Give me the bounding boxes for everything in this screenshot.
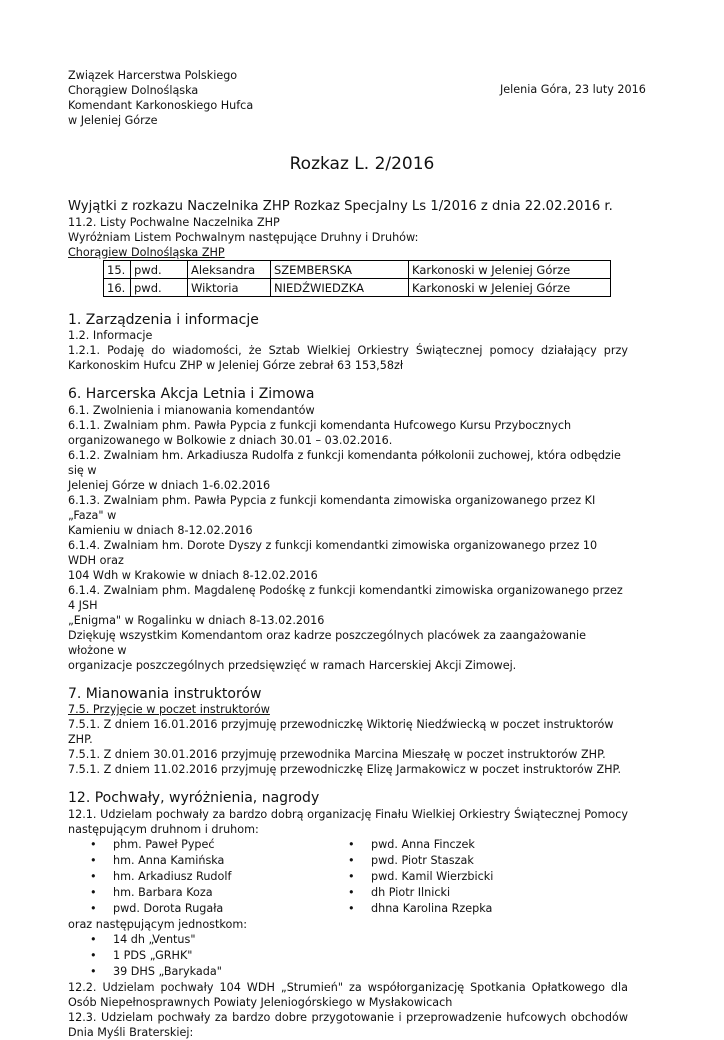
section-paragraph: 1.2.1. Podaję do wiadomości, że Sztab Wielkiej Orkiestry Świątecznej pomocy działający przy Karkonoskim Hufcu ZHP w Jeleniej Górze zebrał 63 153,58zł [68, 344, 628, 372]
section-heading: 6. Harcerska Akcja Letnia i Zimowa [68, 386, 315, 402]
paragraph-line: 6.1.3. Zwalniam phm. Pawła Pypcia z funkcji komendanta zimowiska organizowanego przez KI „Faza" w [68, 494, 596, 522]
list-item: • 14 dh „Ventus" [90, 933, 196, 946]
commended-people-list [68, 837, 628, 917]
bullet-icon: • [348, 870, 355, 883]
list-item: • pwd. Dorota Rugała [90, 902, 224, 915]
paragraph-line: 104 Wdh w Krakowie w dniach 8-12.02.2016 [68, 569, 318, 582]
bullet-icon: • [90, 933, 97, 946]
table-cell-surname: NIEDŹWIEDZKA [271, 279, 409, 297]
list-item: • dhna Karolina Rzepka [348, 902, 493, 915]
bullet-column-left [68, 837, 348, 917]
paragraph-line: 6.1.4. Zwalniam hm. Dorote Dyszy z funkcji komendantki zimowiska organizowanego przez 10 WDH oraz [68, 539, 598, 567]
bullet-icon: • [90, 854, 97, 867]
paragraph-line: 6.1.1. Zwalniam phm. Pawła Pypcia z funkcji komendanta Hufcowego Kursu Przybocznych [68, 419, 572, 432]
paragraph-line: Kamieniu w dniach 8-12.02.2016 [68, 524, 253, 537]
list-item: • dh Piotr Ilnicki [348, 886, 451, 899]
document-date: Jelenia Góra, 23 luty 2016 [500, 83, 646, 96]
paragraph-line: 6.1. Zwolnienia i mianowania komendantów [68, 404, 315, 417]
bullet-icon: • [90, 949, 97, 962]
list-item: • pwd. Piotr Staszak [348, 854, 474, 867]
section-subheading: 1.2. Informacje [68, 329, 153, 342]
bullet-column-right [348, 837, 628, 917]
paragraph-line: 7.5.1. Z dniem 11.02.2016 przyjmuję przewodniczkę Elizę Jarmakowicz w poczet instruktorów ZHP. [68, 763, 622, 776]
table-row [104, 279, 611, 297]
section-paragraph: 12.3. Udzielam pochwały za bardzo dobre przygotowanie i przeprowadzenie hufcowych obchodów Dnia Myśli Braterskiej: [68, 1011, 628, 1039]
list-item: • 1 PDS „GRHK" [90, 949, 193, 962]
bullet-icon: • [90, 886, 97, 899]
table-cell-surname: SZEMBERSKA [271, 261, 409, 279]
bullet-icon: • [90, 902, 97, 915]
list-item: • pwd. Anna Finczek [348, 838, 475, 851]
paragraph-line: 6.1.4. Zwalniam phm. Magdalenę Podośkę z funkcji komendantki zimowiska organizowanego przez 4 JSH [68, 584, 623, 612]
document-title: Rozkaz L. 2/2016 [289, 154, 435, 174]
paragraph-line: organizowanego w Bolkowie z dniach 30.01 – 03.02.2016. [68, 434, 393, 447]
paragraph-line: 6.1.2. Zwalniam hm. Arkadiusza Rudolfa z funkcji komendanta półkolonii zuchowej, która odbędzie się w [68, 449, 621, 477]
document-body [68, 198, 628, 1040]
table-cell-rank: pwd. [131, 279, 188, 297]
bullet-icon: • [348, 886, 355, 899]
section-paragraph: 12.1. Udzielam pochwały za bardzo dobrą organizację Finału Wielkiej Orkiestry Świątecznej Pomocy następującym druhnom i druhom: [68, 808, 628, 836]
paragraph-line: Jeleniej Górze w dniach 1-6.02.2016 [68, 479, 271, 492]
section-heading: 7. Mianowania instruktorów [68, 686, 262, 702]
bullet-icon: • [90, 870, 97, 883]
table-cell-number: 15. [104, 261, 131, 279]
paragraph-line: 7.5.1. Z dniem 16.01.2016 przyjmuję przewodniczkę Wiktorię Niedźwiecką w poczet instruktorów ZHP. [68, 718, 614, 746]
list-item: • hm. Anna Kamińska [90, 854, 225, 867]
commendation-table [103, 260, 611, 297]
section-paragraph: 12.2. Udzielam pochwały 104 WDH „Strumień" za współorganizację Spotkania Opłatkowego dla Osób Niepełnosprawnych Powiaty Jeleniogórskiego w Mysłakowicach [68, 981, 628, 1009]
table-cell-unit: Karkonoski w Jeleniej Górze [409, 279, 611, 297]
bullet-icon: • [90, 965, 97, 978]
table-cell-unit: Karkonoski w Jeleniej Górze [409, 261, 611, 279]
issuer-line: Komendant Karkonoskiego Hufca [68, 99, 254, 112]
list-item: • pwd. Kamil Wierzbicki [348, 870, 494, 883]
table-cell-firstname: Wiktoria [188, 279, 271, 297]
bullet-icon: • [348, 854, 355, 867]
table-cell-rank: pwd. [131, 261, 188, 279]
paragraph-line: „Enigma" w Rogalinku w dniach 8-13.02.2016 [68, 614, 325, 627]
issuer-line: w Jeleniej Górze [68, 114, 158, 127]
issuer-line: Chorągiew Dolnośląska [68, 84, 199, 97]
section-heading: 1. Zarządzenia i informacje [68, 312, 259, 328]
table-row [104, 261, 611, 279]
units-intro: oraz następującym jednostkom: [68, 918, 247, 931]
paragraph-line: organizacje poszczególnych przedsięwzięć w ramach Harcerskiej Akcji Zimowej. [68, 659, 517, 672]
list-item: • hm. Arkadiusz Rudolf [90, 870, 232, 883]
bullet-icon: • [348, 902, 355, 915]
table-cell-number: 16. [104, 279, 131, 297]
intro-text: Wyróżniam Listem Pochwalnym następujące Druhny i Druhów: [68, 231, 419, 244]
list-item: • phm. Paweł Pypeć [90, 838, 215, 851]
section-subheading: 7.5. Przyjęcie w poczet instruktorów [68, 703, 270, 716]
paragraph-line: Dziękuję wszystkim Komendantom oraz kadrze poszczególnych placówek za zaangażowanie włożone w [68, 629, 587, 657]
intro-heading: Wyjątki z rozkazu Naczelnika ZHP Rozkaz Specjalny Ls 1/2016 z dnia 22.02.2016 r. [68, 199, 613, 214]
intro-subheading: 11.2. Listy Pochwalne Naczelnika ZHP [68, 216, 280, 229]
section-heading: 12. Pochwały, wyróżnienia, nagrody [68, 790, 320, 806]
bullet-icon: • [348, 838, 355, 851]
issuer-line: Związek Harcerstwa Polskiego [68, 69, 238, 82]
list-item: • 39 DHS „Barykada" [90, 965, 222, 978]
list-item: • hm. Barbara Koza [90, 886, 213, 899]
bullet-icon: • [90, 838, 97, 851]
paragraph-line: 7.5.1. Z dniem 30.01.2016 przyjmuję przewodnika Marcina Mieszałę w poczet instruktorów ZHP. [68, 748, 606, 761]
table-cell-firstname: Aleksandra [188, 261, 271, 279]
intro-region: Chorągiew Dolnośląska ZHP [68, 246, 225, 259]
issuer-block [68, 68, 253, 128]
